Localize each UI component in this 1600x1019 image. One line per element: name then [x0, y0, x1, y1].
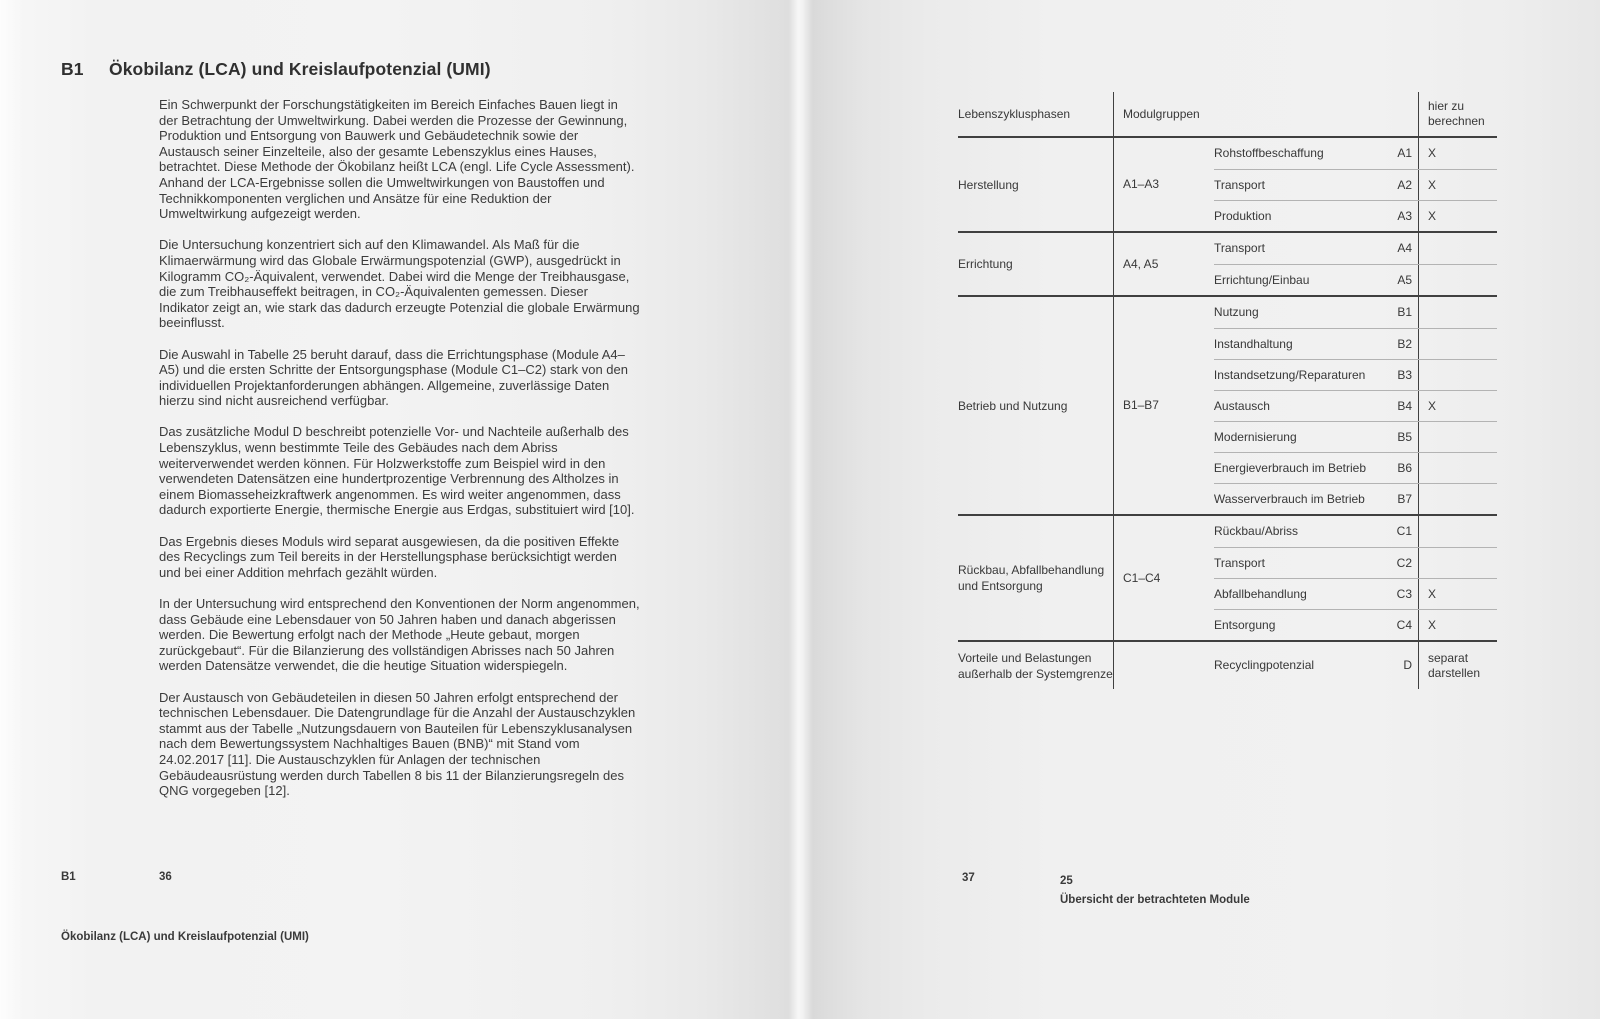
modules-cell: A4, A5: [1113, 233, 1214, 295]
calc-mark: [1418, 422, 1497, 452]
header-to-calculate: hier zu berechnen: [1418, 92, 1497, 136]
table-row: [1214, 547, 1497, 578]
module-code: B2: [1397, 336, 1412, 351]
footer-page-number-left: 36: [159, 871, 172, 883]
row-label: Transport: [1214, 241, 1265, 255]
footer-section-id: B1: [61, 871, 76, 883]
phase-cell: Rückbau, Abfallbehandlung und Entsorgung: [958, 563, 1105, 593]
table-group: [958, 138, 1497, 231]
row-label: Recyclingpotenzial: [1214, 658, 1315, 672]
paragraph: Das Ergebnis dieses Moduls wird separat ausgewiesen, da die positiven Effekte des Recyclings zum Teil bereits in der Herstellungsphase berücksichtigt werden und bei einer Addition mehrfach gezählt würden.: [159, 533, 620, 580]
rows: [1214, 516, 1497, 640]
table-row: [1214, 138, 1497, 169]
calc-mark: X: [1418, 138, 1497, 169]
calc-mark: X: [1418, 170, 1497, 200]
calc-mark: X: [1418, 579, 1497, 609]
calc-mark: [1418, 233, 1497, 264]
phase-cell: Errichtung: [958, 257, 1013, 271]
row-label: Transport: [1214, 177, 1265, 192]
modules-cell: C1–C4: [1113, 516, 1214, 640]
row-label: Energieverbrauch im Betrieb: [1213, 460, 1366, 475]
table-group: [958, 231, 1497, 295]
rows: [1214, 297, 1497, 514]
phase-cell: Vorteile und Belastungen außerhalb der Systemgrenze: [958, 650, 1113, 681]
module-code: A5: [1397, 272, 1412, 287]
module-code: B7: [1397, 491, 1412, 506]
row-label: Errichtung/Einbau: [1214, 272, 1310, 287]
table-row: [1214, 578, 1497, 609]
table-row: [1214, 642, 1497, 689]
modules-cell: [1113, 642, 1214, 689]
calc-mark: [1418, 548, 1497, 578]
paragraph: Die Untersuchung konzentriert sich auf den Klimawandel. Als Maß für die Klimaerwärmung wird das Globale Erwärmungspotenzial (GWP), ausgedrückt in Kilogramm CO₂-Äquivalent, verwendet. Dabei wird die Menge der Treibhausgase, die zum Treibhauseffekt beitragen, in CO₂-Äquivalenten gemessen. Dieser Indikator zeigt an, wie stark das dadurch erzeugte Potenzial die globale Erwärmung beeinflusst.: [159, 237, 640, 331]
table-row: [1214, 233, 1497, 264]
phase-cell: Herstellung: [958, 177, 1019, 192]
calc-mark: [1418, 360, 1497, 390]
calc-mark: [1418, 453, 1497, 483]
row-label: Produktion: [1214, 208, 1272, 223]
paragraph: Die Auswahl in Tabelle 25 beruht darauf, dass die Errichtungsphase (Module A4–A5) und die ersten Schritte der Entsorgungsphase (Module C1–C2) stark von den individuellen Projektanforderungen abhängen. Allgemeine, zuverlässige Daten hierzu sind nicht ausreichend verfügbar.: [159, 346, 628, 409]
row-label: Wasserverbrauch im Betrieb: [1213, 491, 1365, 506]
table-row: [1214, 297, 1497, 328]
header-lifecycle-phases: Lebenszyklusphasen: [958, 106, 1071, 121]
paragraph: Das zusätzliche Modul D beschreibt potenzielle Vor- und Nachteile außerhalb des Lebenszyklus, wenn bestimmte Teile des Gebäudes nach dem Abriss weiterverwendet werden können. Für Holzwerkstoffe zum Beispiel wird in den verwendeten Datensätzen eine hundertprozentige Verbrennung des Altholzes in einem Biomasseheizkraftwerk angenommen. Es wird weiter angenommen, dass dadurch exportierte Energie, thermische Energie aus Erdgas, substituiert wird [10].: [159, 424, 635, 518]
module-code: C1: [1396, 524, 1412, 538]
module-code: C2: [1396, 555, 1412, 570]
table-row: [1214, 452, 1497, 483]
paragraph: In der Untersuchung wird entsprechend den Konventionen der Norm angenommen, dass Gebäude eine Lebensdauer von 50 Jahren haben und danach abgerissen werden. Die Bewertung erfolgt nach der Methode „Heute gebaut, morgen zurückgebaut“. Für die Bilanzierung des vollständigen Abrisses nach 50 Jahren werden Datensätze verwendet, die die heutige Situation widerspiegeln.: [159, 596, 640, 674]
calc-mark: [1418, 484, 1497, 514]
row-label: Rückbau/Abriss: [1214, 524, 1299, 538]
calc-mark: X: [1418, 201, 1497, 231]
table-row: [1214, 264, 1497, 295]
rows: [1214, 642, 1497, 689]
module-table: [958, 92, 1497, 689]
module-code: C3: [1396, 586, 1412, 601]
table-row: [1214, 483, 1497, 514]
table-row: [1214, 516, 1497, 547]
module-code: D: [1403, 658, 1412, 672]
rows: [1214, 233, 1497, 295]
row-label: Instandhaltung: [1213, 336, 1293, 351]
modules-cell: A1–A3: [1113, 138, 1214, 231]
row-label: Nutzung: [1213, 305, 1259, 319]
table-group: [958, 640, 1497, 689]
page-title: Ökobilanz (LCA) und Kreislaufpotenzial (UMI): [109, 59, 491, 79]
table-number: 25: [1060, 875, 1073, 887]
table-row: [1214, 169, 1497, 200]
calc-mark: [1418, 516, 1497, 547]
table-group: [958, 514, 1497, 640]
table-row: [1214, 421, 1497, 452]
table-caption-block: [1060, 872, 1250, 909]
table-row: [1214, 609, 1497, 640]
table-header: [958, 92, 1497, 138]
module-code: B4: [1397, 398, 1412, 413]
module-code: B6: [1397, 460, 1412, 475]
calc-mark: [1418, 297, 1497, 328]
row-label: Abfallbehandlung: [1214, 586, 1307, 601]
paragraph: Ein Schwerpunkt der Forschungstätigkeiten im Bereich Einfaches Bauen liegt in der Betrachtung der Umweltwirkung. Dabei werden die Prozesse der Gewinnung, Produktion und Entsorgung von Bauwerk und Gebäudetechnik sowie der Austausch seiner Einzelteile, also der gesamte Lebenszyklus eines Hauses, betrachtet. Diese Methode der Ökobilanz heißt LCA (engl. Life Cycle Assessment). Anhand der LCA-Ergebnisse sollen die Umweltwirkungen von Baustoffen und Technikkomponenten verglichen und Ansätze für eine Reduktion der Umweltwirkung aufgezeigt werden.: [159, 97, 635, 222]
phase-cell: Betrieb und Nutzung: [958, 398, 1068, 413]
calc-mark: separat darstellen: [1418, 642, 1497, 689]
row-label: Transport: [1214, 555, 1265, 570]
module-code: A3: [1397, 208, 1412, 223]
module-code: B5: [1397, 429, 1412, 444]
table-row: [1214, 359, 1497, 390]
calc-mark: [1418, 329, 1497, 359]
modules-cell: B1–B7: [1113, 297, 1214, 514]
table-group: [958, 295, 1497, 514]
row-label: Modernisierung: [1213, 429, 1297, 444]
table-row: [1214, 328, 1497, 359]
table-body: [958, 138, 1497, 689]
table-caption: Übersicht der betrachteten Module: [1060, 893, 1250, 906]
table-row: [1214, 390, 1497, 421]
table-row: [1214, 200, 1497, 231]
row-label: Rohstoffbeschaffung: [1214, 146, 1324, 160]
paragraph: Der Austausch von Gebäudeteilen in diesen 50 Jahren erfolgt entsprechend der technischen Lebensdauer. Die Datengrundlage für die Anzahl der Austauschzyklen stammt aus der Tabelle „Nutzungsdauern von Bauteilen für Lebenszyklusanalysen nach dem Bewertungssystem Nachhaltiges Bauen (BNB)“ mit Stand vom 24.02.2017 [11]. Die Austauschzyklen für Anlagen der technischen Gebäudeausrüstung werden durch Tabellen 8 bis 11 der Bilanzierungsregeln des QNG vorgegeben [12].: [159, 689, 636, 799]
footer-page-number-right: 37: [962, 872, 975, 884]
row-label: Austausch: [1213, 398, 1270, 413]
module-code: A1: [1397, 146, 1412, 160]
header-module-groups: Modulgruppen: [1113, 92, 1418, 136]
module-code: B3: [1397, 367, 1412, 382]
module-code: A2: [1397, 177, 1412, 192]
module-code: C4: [1396, 617, 1412, 632]
calc-mark: X: [1418, 391, 1497, 421]
row-label: Instandsetzung/Reparaturen: [1213, 367, 1366, 382]
rows: [1214, 138, 1497, 231]
calc-mark: X: [1418, 610, 1497, 640]
calc-mark: [1418, 265, 1497, 295]
row-label: Entsorgung: [1214, 617, 1276, 632]
running-title: Ökobilanz (LCA) und Kreislaufpotenzial (UMI): [61, 931, 309, 943]
section-id-heading: B1: [61, 59, 84, 79]
module-code: B1: [1397, 305, 1412, 319]
module-code: A4: [1397, 241, 1412, 255]
